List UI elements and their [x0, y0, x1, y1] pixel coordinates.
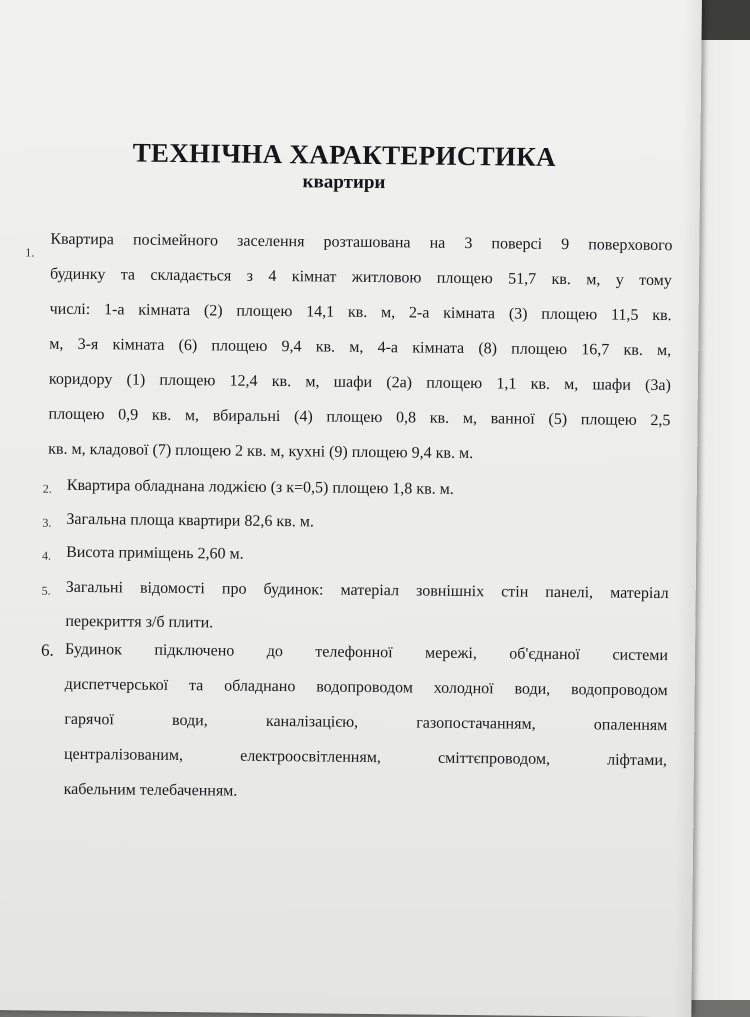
list-item-marker: 6.: [40, 640, 54, 660]
item-1-line-6: площею 0,9 кв. м, вбиральні (4) площею 0,8 кв. м, ванної (5) площею 2,5: [48, 405, 671, 430]
document-title: ТЕХНІЧНА ХАРАКТЕРИСТИКА: [132, 137, 557, 172]
item-1-line-5: коридору (1) площею 12,4 кв. м, шафи (2а) площею 1,1 кв. м, шафи (3а): [48, 370, 671, 395]
list-item-marker: 2.: [42, 481, 52, 496]
item-6-line-2: диспетчерської та обладнано водопроводом холодної води, водопроводом: [64, 675, 668, 700]
item-6-line-3: гарячої води, каналізацією, газопостачанням, опаленням: [64, 710, 668, 735]
item-2-line-1: Квартира обладнана лоджією (з к=0,5) площею 1,8 кв. м.: [66, 476, 454, 498]
item-6-line-1: Будинок підключено до телефонної мережі, об'єднаної системи: [65, 640, 669, 665]
item-5-line-2: перекриття з/б плити.: [65, 612, 214, 632]
list-item-marker: 5.: [41, 583, 51, 598]
item-1-line-2: будинку та складається з 4 кімнат житловою площею 51,7 кв. м, у тому: [49, 265, 672, 290]
item-6-line-5: кабельним телебаченням.: [63, 780, 238, 800]
item-1-line-1: Квартира посімейного заселення розташована на 3 поверсі 9 поверхового: [50, 230, 673, 255]
item-5-line-1: Загальні відомості про будинок: матеріал зовнішніх стін панелі, матеріал: [65, 578, 669, 603]
item-1-line-3: числі: 1-а кімната (2) площею 14,1 кв. м, 2-а кімната (3) площею 11,5 кв.: [49, 300, 672, 325]
item-3-line-1: Загальна площа квартири 82,6 кв. м.: [66, 510, 314, 531]
list-item-marker: 4.: [42, 548, 52, 563]
item-1-line-4: м, 3-я кімната (6) площею 9,4 кв. м, 4-а кімната (8) площею 16,7 кв. м,: [49, 335, 672, 360]
item-4-line-1: Висота приміщень 2,60 м.: [66, 543, 244, 563]
item-1-line-7: кв. м, кладової (7) площею 2 кв. м, кухні (9) площею 9,4 кв. м.: [48, 440, 474, 463]
list-item-marker: 3.: [42, 515, 52, 530]
item-6-line-4: централізованим, електроосвітленням, сміттєпроводом, ліфтами,: [63, 745, 668, 770]
document-subtitle: квартири: [302, 171, 386, 194]
list-item-marker: 1.: [25, 245, 35, 260]
